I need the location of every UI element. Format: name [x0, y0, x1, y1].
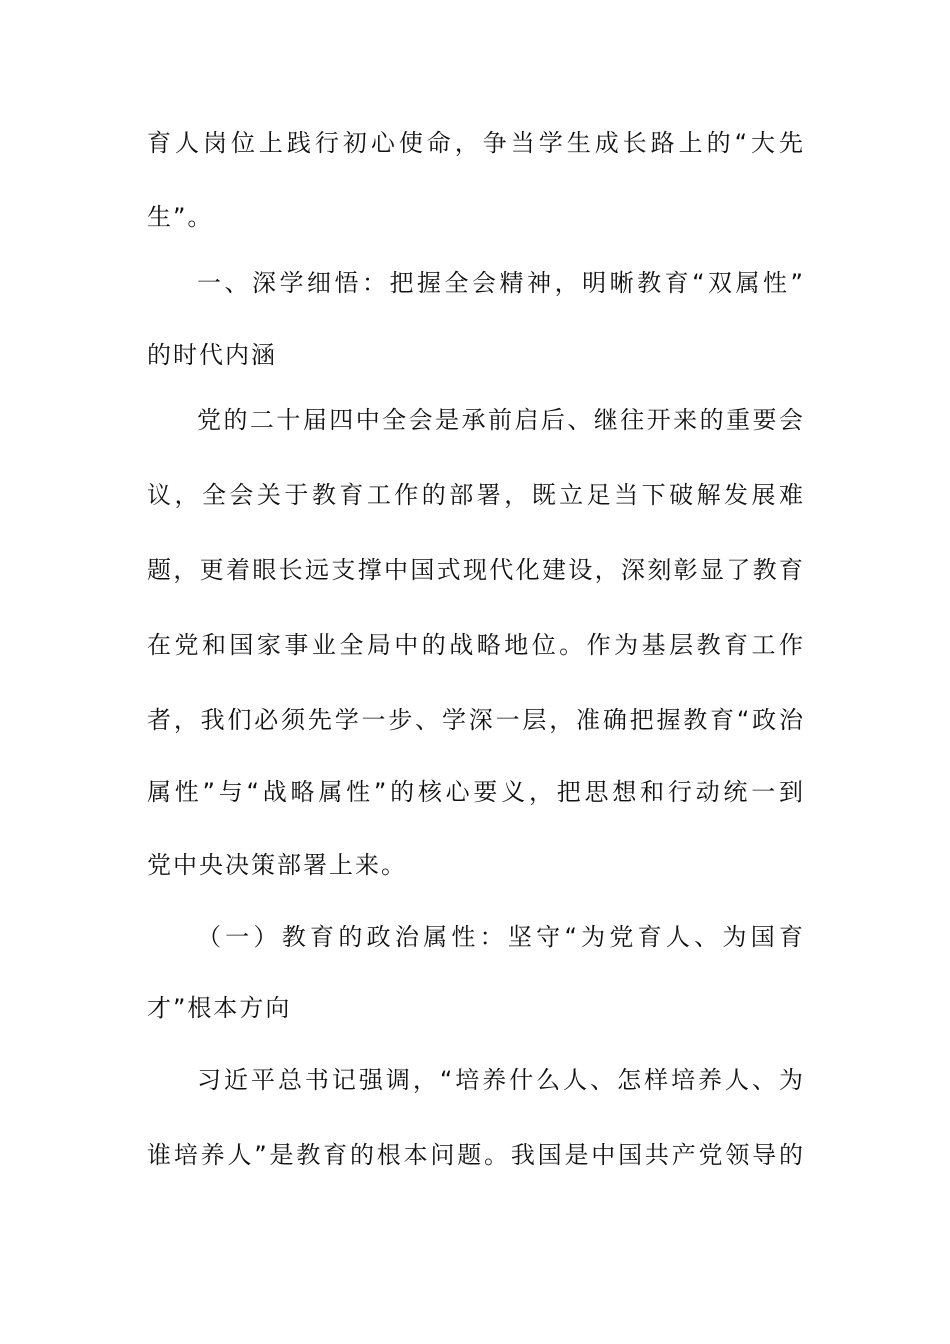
paragraph-line: 者，我们必须先学一步、学深一层，准确把握教育“政治: [147, 706, 803, 734]
paragraph-line: 题，更着眼长远支撑中国式现代化建设，深刻彰显了教育: [147, 556, 803, 584]
subsection-heading-line: 才”根本方向: [147, 994, 292, 1022]
paragraph-line: 生”。: [147, 203, 214, 231]
paragraph-line: 属性”与“战略属性”的核心要义，把思想和行动统一到: [147, 778, 803, 806]
paragraph-line: 议，全会关于教育工作的部署，既立足当下破解发展难: [147, 481, 803, 509]
subsection-heading-line: （一）教育的政治属性：坚守“为党育人、为国育: [197, 923, 803, 951]
paragraph-line: 党的二十届四中全会是承前启后、继往开来的重要会: [197, 406, 803, 434]
paragraph-line: 党中央决策部署上来。: [147, 851, 407, 879]
paragraph-line: 育人岗位上践行初心使命，争当学生成长路上的“大先: [147, 129, 803, 157]
paragraph-line: 在党和国家事业全局中的战略地位。作为基层教育工作: [147, 631, 803, 659]
section-heading-line: 一、深学细悟：把握全会精神，明晰教育“双属性”: [197, 269, 803, 297]
paragraph-line: 习近平总书记强调，“培养什么人、怎样培养人、为: [197, 1066, 803, 1094]
paragraph-line: 谁培养人”是教育的根本问题。我国是中国共产党领导的: [147, 1141, 803, 1169]
section-heading-line: 的时代内涵: [147, 341, 277, 369]
